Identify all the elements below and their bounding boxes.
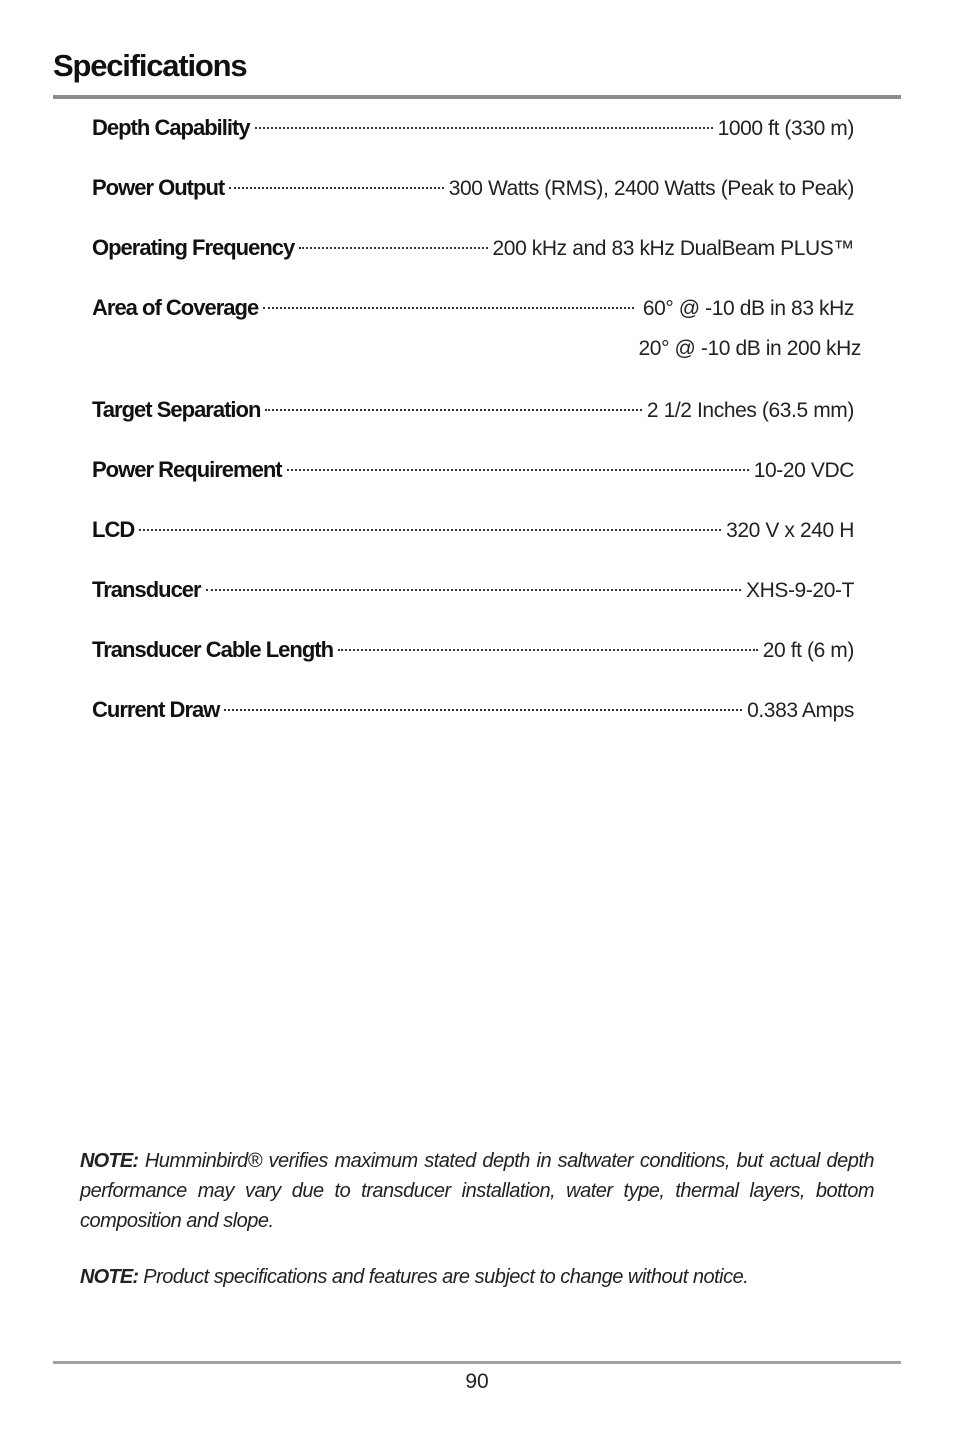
spec-label: Operating Frequency xyxy=(92,235,295,260)
note-text: Product specifications and features are subject to change without notice. xyxy=(143,1266,749,1288)
spec-row-operating-frequency xyxy=(92,230,854,290)
dot-leader xyxy=(263,307,633,309)
note-depth xyxy=(80,1146,874,1236)
spec-row-area-of-coverage xyxy=(92,290,861,392)
spec-value: 0.383 Amps xyxy=(747,699,854,722)
spec-row-power-requirement xyxy=(92,452,854,512)
spec-label: LCD xyxy=(92,517,135,542)
spec-row-current-draw xyxy=(92,692,854,752)
dot-leader xyxy=(255,127,713,129)
spec-value: 1000 ft (330 m) xyxy=(717,117,854,140)
notes-section xyxy=(80,1146,874,1318)
dot-leader xyxy=(287,469,749,471)
spec-value-group xyxy=(638,291,861,367)
spec-row-power-output xyxy=(92,170,854,230)
spec-label: Power Requirement xyxy=(92,457,282,482)
spec-value: 60° @ -10 dB in 83 kHz xyxy=(642,297,854,320)
spec-value: 200 kHz and 83 kHz DualBeam PLUS™ xyxy=(492,237,854,260)
spec-label: Transducer xyxy=(92,577,201,602)
dot-leader xyxy=(139,529,721,531)
note-label: NOTE: xyxy=(80,1150,139,1172)
spec-value: 300 Watts (RMS), 2400 Watts (Peak to Peak) xyxy=(448,177,854,200)
dot-leader xyxy=(206,589,741,591)
spec-row-transducer-cable-length xyxy=(92,632,854,692)
spec-label: Transducer Cable Length xyxy=(92,637,334,662)
header-rule xyxy=(53,95,901,99)
dot-leader xyxy=(265,409,641,411)
dot-leader xyxy=(299,247,487,249)
dot-leader xyxy=(229,187,443,189)
dot-leader xyxy=(338,649,758,651)
spec-value: 2 1/2 Inches (63.5 mm) xyxy=(646,399,854,422)
spec-label: Depth Capability xyxy=(92,115,250,140)
spec-row-target-separation xyxy=(92,392,854,452)
page-number: 90 xyxy=(465,1370,489,1393)
spec-row-depth-capability xyxy=(92,110,854,170)
footer-rule xyxy=(53,1361,901,1364)
note-label: NOTE: xyxy=(80,1266,139,1288)
note-text: Humminbird® verifies maximum stated depth in saltwater conditions, but actual depth performance may vary due to transducer installation, water type, thermal layers, bottom composition and slope. xyxy=(80,1150,874,1232)
spec-value-line2: 20° @ -10 dB in 200 kHz xyxy=(638,337,861,360)
spec-value: 10-20 VDC xyxy=(753,459,854,482)
spec-value: 320 V x 240 H xyxy=(726,519,854,542)
spec-row-transducer xyxy=(92,572,854,632)
note-specifications xyxy=(80,1262,874,1292)
spec-label: Power Output xyxy=(92,175,225,200)
page-title: Specifications xyxy=(53,48,247,83)
spec-row-lcd xyxy=(92,512,854,572)
spec-label: Area of Coverage xyxy=(92,295,259,320)
spec-label: Current Draw xyxy=(92,697,220,722)
dot-leader xyxy=(224,709,742,711)
spec-label: Target Separation xyxy=(92,397,261,422)
spec-value: XHS-9-20-T xyxy=(745,579,854,602)
specifications-list xyxy=(92,110,861,752)
spec-value: 20 ft (6 m) xyxy=(762,639,854,662)
